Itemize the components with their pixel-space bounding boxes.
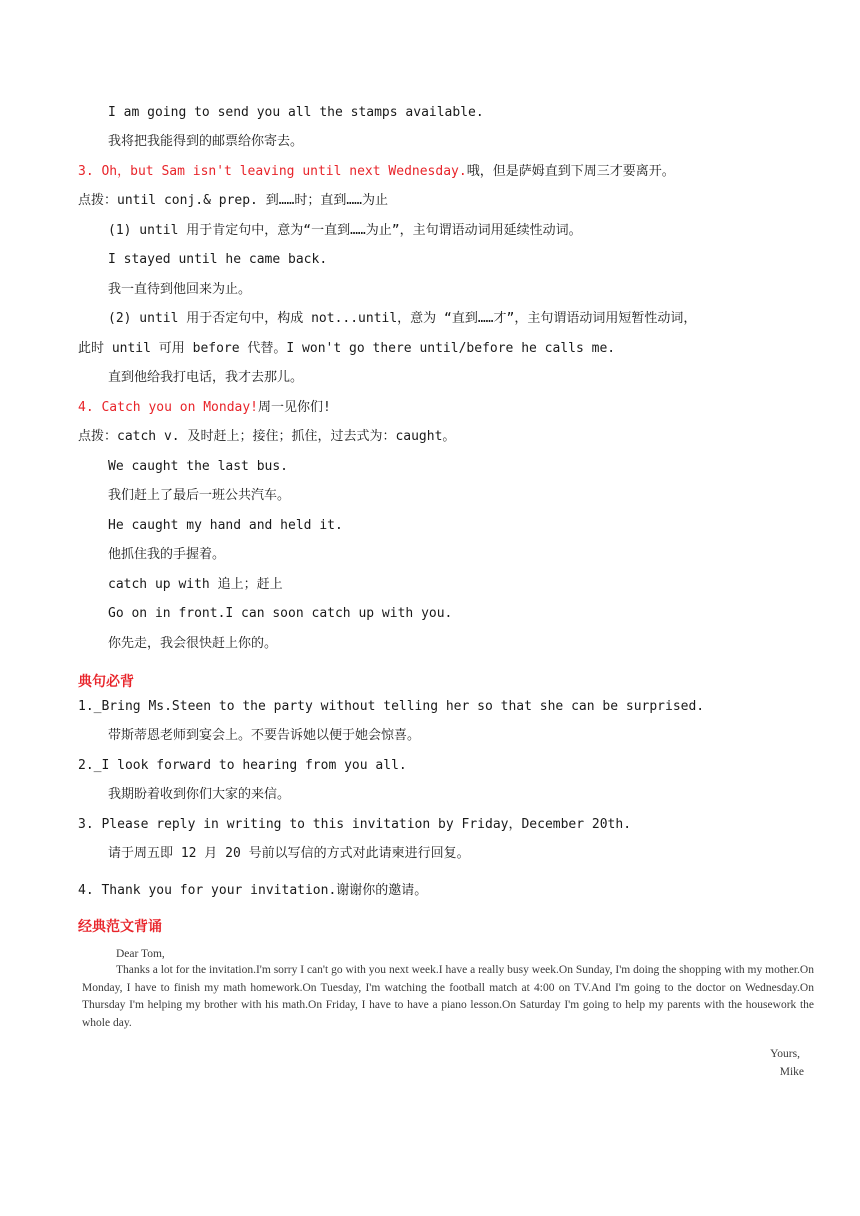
note-until-point-2-cont: 此时 until 可用 before 代替。I won't go there until/before he calls me.	[78, 341, 616, 356]
phrase-catch-up-with: catch up with 追上；赶上	[108, 577, 283, 592]
key-sentence-3-english: 3. Oh，but Sam isn't leaving until next Wednesday.	[78, 164, 467, 179]
key-sentence-item-2-translation: 我期盼着收到你们大家的来信。	[108, 787, 291, 802]
note-catch: 点拨：catch v. 及时赶上；接住；抓住，过去式为：caught。	[78, 429, 456, 444]
letter-closing: Yours,	[770, 1048, 800, 1060]
key-sentence-3-chinese: 哦，但是萨姆直到下周三才要离开。	[466, 164, 675, 179]
key-sentence-item-1-translation: 带斯蒂恩老师到宴会上。不要告诉她以便于她会惊喜。	[108, 728, 421, 743]
key-sentence-item-4-chinese: 谢谢你的邀请。	[336, 883, 428, 898]
letter-signature: Mike	[779, 1066, 804, 1078]
example-sentence: Go on in front.I can soon catch up with you.	[108, 606, 453, 621]
model-letter-image	[82, 944, 816, 1084]
section-heading-key-sentences: 典句必背	[78, 674, 134, 690]
example-sentence: I am going to send you all the stamps available.	[108, 105, 484, 120]
example-translation: 你先走，我会很快赶上你的。	[108, 636, 278, 651]
note-until: 点拨：until conj.& prep. 到……时；直到……为止	[78, 193, 389, 208]
example-translation: 我一直待到他回来为止。	[108, 282, 252, 297]
letter-body: Thanks a lot for the invitation.I'm sorry I can't go with you next week.I have a really busy week.On Sunday, I'm doing the shopping with my mother.On Monday, I have to finish my math homework.On Tuesday, I'm watching the football match at 4:00 on TV.And I'm going to the doctor on Wednesday.On Thursday I'm helping my brother with his math.On Friday, I have to have a piano lesson.On Saturday I'm going to help my parents with the housework the whole day.	[82, 964, 814, 1029]
key-sentence-4-english: 4. Catch you on Monday!	[78, 400, 259, 415]
example-sentence: I stayed until he came back.	[108, 252, 328, 267]
key-sentence-4-chinese: 周一见你们!	[258, 400, 331, 415]
key-sentence-item-4	[78, 882, 427, 900]
key-sentence-item-1: 1._Bring Ms.Steen to the party without telling her so that she can be surprised.	[78, 699, 705, 714]
letter-greeting: Dear Tom,	[116, 948, 165, 960]
key-sentence-item-4-english: 4. Thank you for your invitation.	[78, 883, 337, 898]
example-translation: 我将把我能得到的邮票给你寄去。	[108, 134, 304, 149]
key-sentence-3	[78, 163, 675, 181]
example-sentence: He caught my hand and held it.	[108, 518, 343, 533]
example-translation: 他抓住我的手握着。	[108, 547, 226, 562]
section-heading-model-essay: 经典范文背诵	[78, 919, 162, 935]
example-translation: 直到他给我打电话，我才去那儿。	[108, 370, 304, 385]
key-sentence-item-3: 3. Please reply in writing to this invitation by Friday，December 20th.	[78, 817, 632, 832]
key-sentence-item-3-translation: 请于周五即 12 月 20 号前以写信的方式对此请柬进行回复。	[108, 846, 470, 861]
key-sentence-4	[78, 399, 331, 417]
key-sentence-item-2: 2._I look forward to hearing from you all.	[78, 758, 407, 773]
note-until-point-1: (1) until 用于肯定句中，意为“一直到……为止”，主句谓语动词用延续性动词。	[108, 223, 582, 238]
note-until-point-2: (2) until 用于否定句中，构成 not...until，意为 “直到……才”，主句谓语动词用短暂性动词，	[108, 311, 697, 326]
example-sentence: We caught the last bus.	[108, 459, 289, 474]
example-translation: 我们赶上了最后一班公共汽车。	[108, 488, 291, 503]
